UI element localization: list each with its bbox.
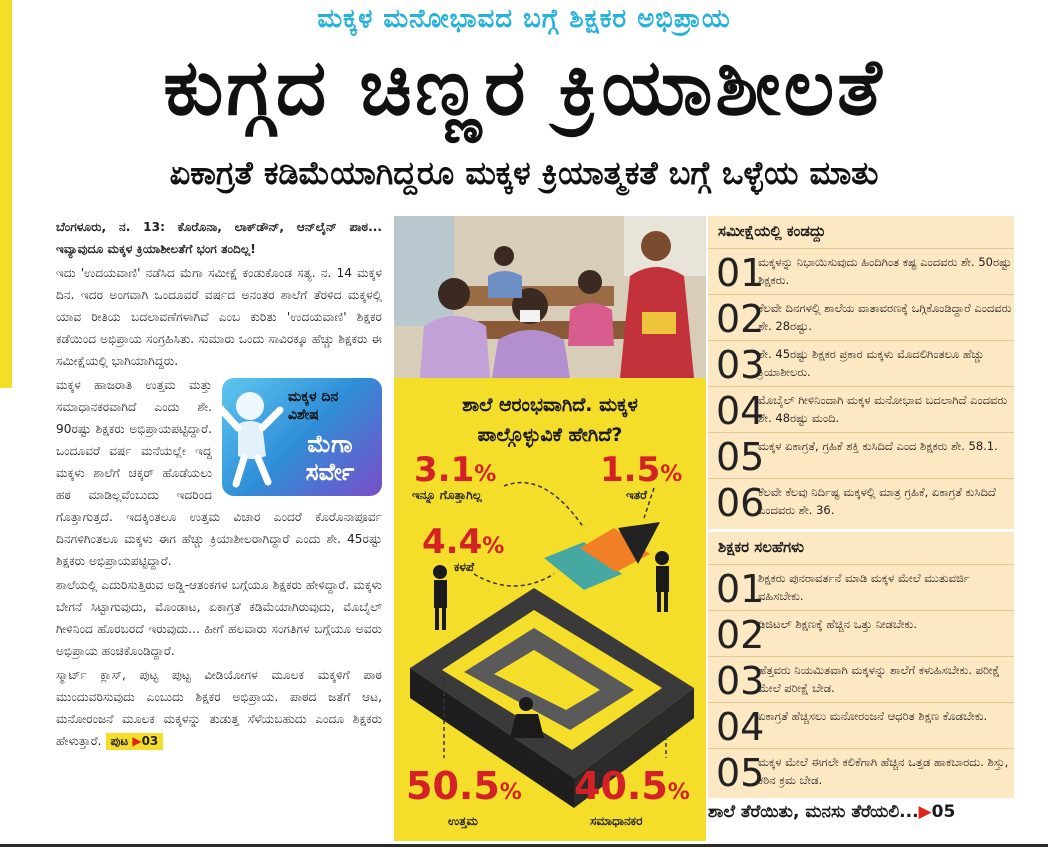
stat-poor-number: 4.4 bbox=[422, 522, 483, 562]
stat-value-unknown bbox=[414, 452, 496, 493]
finding-item bbox=[708, 248, 1014, 294]
arrow-right-icon: ▶ bbox=[132, 734, 142, 748]
advice-number: 02 bbox=[716, 613, 765, 657]
stat-value-satisfactory bbox=[574, 764, 690, 811]
stat-unknown-number: 3.1 bbox=[414, 450, 475, 490]
bottom-divider bbox=[0, 844, 1048, 847]
classroom-illustration bbox=[394, 216, 706, 378]
findings-panel bbox=[708, 216, 1014, 529]
advice-item bbox=[708, 610, 1014, 656]
advice-text: ಹೆತ್ತವರು ನಿಯಮಿತವಾಗಿ ಮಕ್ಕಳನ್ನು ಶಾಲೆಗೆ ಕಳುಹಿಸಬೇಕು. ಪರೀಕ್ಷೆ ಮೇಲೆ ಪರೀಕ್ಷೆ ಬೇಡ. bbox=[758, 663, 1000, 695]
stat-satisfactory-unit: % bbox=[667, 780, 690, 805]
page-ref-number: 03 bbox=[141, 734, 159, 748]
stat-value-good bbox=[406, 764, 522, 811]
badge-line-4: ಸರ್ವೇ bbox=[305, 458, 355, 486]
page-ref-label: ಪುಟ bbox=[110, 734, 129, 748]
advice-number: 01 bbox=[716, 567, 765, 611]
stat-satisfactory-number: 40.5 bbox=[574, 764, 668, 808]
stat-good-number: 50.5 bbox=[406, 764, 500, 808]
arrow-right-icon: ▶ bbox=[918, 802, 932, 822]
teacher-advice-panel bbox=[708, 532, 1014, 798]
finding-text: ಮಕ್ಕಳನ್ನು ನಿಭಾಯಿಸುವುದು ಹಿಂದಿಗಿಂತ ಕಷ್ಟ ಎಂದವರು ಶೇ. 50ರಷ್ಟು ಶಿಕ್ಷಕರು. bbox=[758, 255, 1012, 287]
badge-line-1: ಮಕ್ಕಳ ದಿನ bbox=[288, 389, 339, 405]
advice-number: 04 bbox=[716, 705, 765, 749]
finding-text: ಮಕ್ಕಳ ಏಕಾಗ್ರತೆ, ಗ್ರಹಿಕೆ ಶಕ್ತಿ ಕುಸಿದಿದೆ ಎಂದ ಶಿಕ್ಷಕರು ಶೇ. 58.1. bbox=[758, 439, 998, 453]
badge-title bbox=[282, 430, 378, 486]
advice-text: ಡಿಜಿಟಲ್ ಶಿಕ್ಷಣಕ್ಕೆ ಹೆಚ್ಚಿನ ಒತ್ತು ನೀಡಬೇಕು. bbox=[758, 617, 917, 631]
findings-title: ಸಮೀಕ್ಷೆಯಲ್ಲಿ ಕಂಡದ್ದು bbox=[718, 222, 826, 240]
advice-number: 05 bbox=[716, 751, 765, 795]
finding-item bbox=[708, 478, 1014, 524]
finding-item bbox=[708, 294, 1014, 340]
finding-item bbox=[708, 340, 1014, 386]
stat-label-satisfactory: ಸಮಾಧಾನಕರ bbox=[590, 814, 643, 828]
infographic-title-line-2: ಪಾಲ್ಗೊಳ್ಳುವಿಕೆ ಹೇಗಿದೆ? bbox=[477, 424, 623, 446]
finding-text: ಕೆಲವೇ ದಿನಗಳಲ್ಲಿ ಶಾಲೆಯ ವಾತಾವರಣಕ್ಕೆ ಒಗ್ಗಿಕೊಂಡಿದ್ದಾರೆ ಎಂದವರು ಶೇ. 28ರಷ್ಟು. bbox=[758, 301, 1012, 333]
badge-line-3: ಮೆಗಾ bbox=[307, 430, 353, 458]
stat-label-poor: ಕಳಪೆ bbox=[454, 560, 475, 574]
article-paragraph-1: ಇದು 'ಉದಯವಾಣಿ' ನಡೆಸಿದ ಮೆಗಾ ಸಮೀಕ್ಷೆ ಕಂಡುಕೊಂಡ ಸತ್ಯ. ನ. 14 ಮಕ್ಕಳ ದಿನ. ಇದರ ಅಂಗವಾಗಿ ಒಂದೂವರೆ ವರ್ಷದ ಅನಂತರ ಶಾಲೆಗೆ ತೆರಳಿದ ಮಕ್ಕಳಲ್ಲಿ ಯಾವ ರೀತಿಯ ಬದಲಾವಣೆಗಳಾಗಿವೆ ಎಂಬ ಕುರಿತು 'ಉದಯವಾಣಿ' ಶಿಕ್ಷಕರ ಕಡೆಯಿಂದ ಅಭಿಪ್ರಾಯ ಸಂಗ್ರಹಿಸಿತು. ಸುಮಾರು ಒಂದು ಸಾವಿರಕ್ಕೂ ಹೆಚ್ಚು ಶಿಕ್ಷಕರು ಈ ಸಮೀಕ್ಷೆಯಲ್ಲಿ ಭಾಗಿಯಾಗಿದ್ದರು. bbox=[56, 266, 382, 368]
finding-item bbox=[708, 386, 1014, 432]
stat-value-poor bbox=[422, 524, 504, 565]
footer-teaser[interactable] bbox=[708, 802, 1028, 822]
article-paragraph-2: ಮಕ್ಕಳ ಹಾಜರಾತಿ ಉತ್ತಮ ಮತ್ತು ಸಮಾಧಾನಕರವಾಗಿದೆ ಎಂದು ಶೇ. 90ರಷ್ಟು ಶಿಕ್ಷಕರು ಅಭಿಪ್ರಾಯಪಟ್ಟಿದ್ದಾರೆ. ಒಂದೂವರೆ ವರ್ಷ ಮನೆಯಲ್ಲೇ ಇದ್ದ ಮಕ್ಕಳು ಶಾಲೆಗೆ ಚಕ್ಕರ್ ಹೊಡೆಯಲು ಹಠ ಮಾಡಿಲ್ಲವೆಂಬುದು ಇದರಿಂದ ಗೊತ್ತಾಗುತ್ತದೆ. ಇದಕ್ಕಿಂತಲೂ ಉತ್ತಮ ವಿಚಾರ ಎಂದರೆ ಕೊರೊನಾಪೂರ್ವ ದಿನಗಳಿಗಿಂತಲೂ ಮಕ್ಕಳು ಈಗ ಹೆಚ್ಚು ಕ್ರಿಯಾಶೀಲರಾಗಿದ್ದಾರೆ ಎಂದು ಶೇ. 45ರಷ್ಟು ಶಿಕ್ಷಕರು ಅಭಿಪ್ರಾಯಪಟ್ಟಿದ್ದಾರೆ. bbox=[56, 378, 382, 568]
stat-value-other bbox=[600, 452, 682, 493]
advice-item bbox=[708, 702, 1014, 748]
advice-item bbox=[708, 656, 1014, 702]
advice-text: ಮಕ್ಕಳ ಮೇಲೆ ಈಗಲೇ ಕಲಿಕೆಗಾಗಿ ಹೆಚ್ಚಿನ ಒತ್ತಡ ಹಾಕಬಾರದು. ಶಿಸ್ತು, ಕಠಿನ ಕ್ರಮ ಬೇಡ. bbox=[758, 755, 1009, 787]
stat-good-unit: % bbox=[499, 780, 522, 805]
advice-text: ಏಕಾಗ್ರತೆ ಹೆಚ್ಚಿಸಲು ಮನೋರಂಜನೆ ಆಧರಿತ ಶಿಕ್ಷಣ ಕೊಡಬೇಕು. bbox=[758, 709, 988, 723]
participation-infographic bbox=[394, 378, 706, 841]
advice-text: ಶಿಕ್ಷಕರು ಪುನರಾವರ್ತನೆ ಮಾಡಿ ಮಕ್ಕಳ ಮೇಲೆ ಮುತುವರ್ಜಿ ವಹಿಸಬೇಕು. bbox=[758, 571, 970, 603]
article-paragraph-4 bbox=[56, 664, 382, 752]
footer-teaser-text: ಶಾಲೆ ತೆರೆಯಿತು, ಮನಸು ತೆರೆಯಲಿ... bbox=[708, 802, 919, 822]
stat-label-other: ಇತರೆ bbox=[626, 488, 647, 502]
finding-number: 02 bbox=[716, 297, 765, 341]
article-lead: ಬೆಂಗಳೂರು, ನ. 13: ಕೊರೊನಾ, ಲಾಕ್‌ಡೌನ್, ಆನ್‌ಲೈನ್ ಪಾಠ... ಇವ್ಯಾವುದೂ ಮಕ್ಕಳ ಕ್ರಿಯಾಶೀಲತೆಗೆ ಭಂಗ ತಂದಿಲ್ಲ! bbox=[56, 220, 382, 256]
jumping-child-icon bbox=[222, 384, 286, 490]
finding-text: ಶೇ. 45ರಷ್ಟು ಶಿಕ್ಷಕರ ಪ್ರಕಾರ ಮಕ್ಕಳು ಮೊದಲಿಗಿಂತಲೂ ಹೆಚ್ಚು ಕ್ರಿಯಾಶೀಲರು. bbox=[758, 347, 985, 379]
mega-survey-badge bbox=[222, 378, 382, 496]
finding-number: 06 bbox=[716, 481, 765, 525]
infographic-title bbox=[394, 390, 706, 450]
finding-text: ಮೊಬೈಲ್ ಗೀಳಿನಿಂದಾಗಿ ಮಕ್ಕಳ ಮನೋಭಾವ ಬದಲಾಗಿದೆ ಎಂದವರು ಶೇ. 48ರಷ್ಟು ಮಂದಿ. bbox=[758, 393, 1008, 425]
main-headline: ಕುಗ್ಗದ ಚಿಣ್ಣರ ಕ್ರಿಯಾಶೀಲತೆ bbox=[163, 43, 885, 133]
stat-other-unit: % bbox=[660, 462, 683, 487]
sub-headline: ಏಕಾಗ್ರತೆ ಕಡಿಮೆಯಾಗಿದ್ದರೂ ಮಕ್ಕಳ ಕ್ರಿಯಾತ್ಮಕತೆ ಬಗ್ಗೆ ಒಳ್ಳೆಯ ಮಾತು bbox=[169, 154, 879, 192]
finding-number: 01 bbox=[716, 251, 765, 295]
infographic-title-line-1: ಶಾಲೆ ಆರಂಭವಾಗಿದೆ. ಮಕ್ಕಳ bbox=[462, 394, 638, 416]
stat-poor-unit: % bbox=[482, 534, 505, 559]
article-paragraph-3: ಶಾಲೆಯಲ್ಲಿ ಎದುರಿಸುತ್ತಿರುವ ಅಡ್ಡಿ-ಆತಂಕಗಳ ಬಗ್ಗೆಯೂ ಶಿಕ್ಷಕರು ಹೇಳಿದ್ದಾರೆ. ಮಕ್ಕಳು ಬೇಗನೆ ಸಿಟ್ಟಾಗುವುದು, ಮೊಂಡಾಟ, ಏಕಾಗ್ರತೆ ಕಡಿಮೆಯಾಗಿರುವುದು, ಮೊಬೈಲ್ ಗೀಳಿನಿಂದ ಹೊರಬರದೆ ಇರುವುದು... ಹೀಗೆ ಹಲವಾರು ಸಂಗತಿಗಳ ಬಗ್ಗೆಯೂ ಅವರು ಅಭಿಪ್ರಾಯ ಹಂಚಿಕೊಂಡಿದ್ದಾರೆ. bbox=[56, 578, 382, 658]
badge-label bbox=[288, 388, 338, 424]
finding-number: 03 bbox=[716, 343, 765, 387]
classroom-photo bbox=[394, 216, 706, 378]
finding-text: ಕೆಲವೇ ಕೆಲವು ನಿರ್ದಿಷ್ಟ ಮಕ್ಕಳಲ್ಲಿ ಮಾತ್ರ ಗ್ರಹಿಕೆ, ಏಕಾಗ್ರತೆ ಕುಸಿದಿದೆ ಎಂದವರು ಶೇ. 36. bbox=[758, 485, 996, 517]
stat-other-number: 1.5 bbox=[600, 450, 661, 490]
article-paragraph-4-text: ಸ್ಮಾರ್ಟ್ ಕ್ಲಾಸ್, ಪುಟ್ಟ ಪುಟ್ಟ ವೀಡಿಯೋಗಳ ಮೂಲಕ ಮಕ್ಕಳಿಗೆ ಪಾಠ ಮುಂದುವರಿಸುವುದು ಎಂಬುದು ಶಿಕ್ಷಕರ ಅಭಿಪ್ರಾಯ. ಪಾಠದ ಜತೆಗೆ ಆಟ, ಮನೋರಂಜನೆ ಮೂಲಕ ಮಕ್ಕಳನ್ನು ತುಡುತ್ತ ಸೆಳೆಯಬಹುದು ಎಂದೂ ಶಿಕ್ಷಕರು ಹೇಳುತ್ತಾರೆ. bbox=[56, 668, 382, 748]
badge-line-2: ವಿಶೇಷ bbox=[288, 407, 319, 423]
stat-label-good: ಉತ್ತಮ bbox=[448, 814, 478, 828]
advice-item bbox=[708, 748, 1014, 794]
advice-title: ಶಿಕ್ಷಕರ ಸಲಹೆಗಳು bbox=[718, 538, 804, 556]
advice-number: 03 bbox=[716, 659, 765, 703]
continued-page-ref[interactable] bbox=[106, 733, 164, 750]
finding-item bbox=[708, 432, 1014, 478]
footer-page-number: 05 bbox=[931, 802, 956, 822]
advice-item bbox=[708, 564, 1014, 610]
article-body bbox=[56, 216, 382, 754]
stat-label-unknown: ಇನ್ನೂ ಗೊತ್ತಾಗಿಲ್ಲ bbox=[412, 488, 482, 502]
kicker-headline: ಮಕ್ಕಳ ಮನೋಭಾವದ ಬಗ್ಗೆ ಶಿಕ್ಷಕರ ಅಭಿಪ್ರಾಯ bbox=[317, 4, 731, 34]
finding-number: 04 bbox=[716, 389, 765, 433]
stat-unknown-unit: % bbox=[474, 462, 497, 487]
finding-number: 05 bbox=[716, 435, 765, 479]
